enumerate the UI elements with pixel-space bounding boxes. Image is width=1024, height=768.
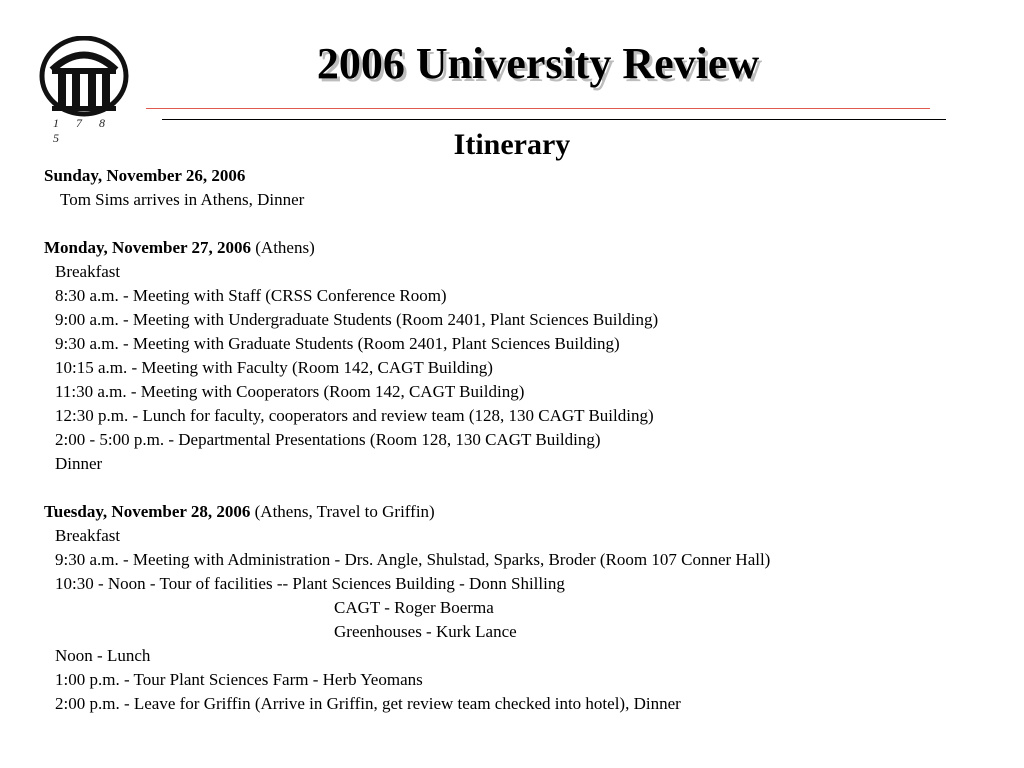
- itinerary-item: 2:00 p.m. - Leave for Griffin (Arrive in Griffin, get review team checked into hotel), Dinner: [55, 694, 681, 713]
- day-location: (Athens, Travel to Griffin): [254, 502, 435, 521]
- itinerary-content: [44, 164, 1004, 716]
- university-arch-logo: [38, 36, 134, 145]
- itinerary-subitem: CAGT - Roger Boerma: [334, 598, 494, 617]
- title-divider-black: [162, 119, 946, 120]
- itinerary-item: 10:15 a.m. - Meeting with Faculty (Room 142, CAGT Building): [55, 358, 493, 377]
- itinerary-item: 9:30 a.m. - Meeting with Administration - Drs. Angle, Shulstad, Sparks, Broder (Room 107 Conner Hall): [55, 550, 771, 569]
- itinerary-item: Breakfast: [55, 526, 121, 545]
- title-divider-red: [146, 108, 930, 109]
- day-heading-monday: Monday, November 27, 2006 (Athens): [44, 238, 315, 257]
- day-location: (Athens): [255, 238, 315, 257]
- itinerary-item: 1:00 p.m. - Tour Plant Sciences Farm - Herb Yeomans: [55, 670, 423, 689]
- logo-year: 1 7 8 5: [53, 116, 112, 145]
- itinerary-item: Breakfast: [55, 262, 121, 281]
- itinerary-item: Tom Sims arrives in Athens, Dinner: [60, 190, 305, 209]
- itinerary-item: 9:00 a.m. - Meeting with Undergraduate Students (Room 2401, Plant Sciences Building): [55, 310, 659, 329]
- itinerary-item: 10:30 - Noon - Tour of facilities -- Plant Sciences Building - Donn Shilling: [55, 574, 565, 593]
- itinerary-heading: Itinerary: [453, 128, 571, 161]
- day-heading-tuesday: Tuesday, November 28, 2006 (Athens, Travel to Griffin): [44, 502, 435, 521]
- page-title: 2006 University Review: [316, 39, 760, 88]
- day-heading-sunday: Sunday, November 26, 2006: [44, 166, 246, 185]
- itinerary-item: Dinner: [55, 454, 103, 473]
- arch-icon: [38, 36, 134, 120]
- itinerary-item: 11:30 a.m. - Meeting with Cooperators (Room 142, CAGT Building): [55, 382, 525, 401]
- itinerary-item: 2:00 - 5:00 p.m. - Departmental Presentations (Room 128, 130 CAGT Building): [55, 430, 601, 449]
- itinerary-item: 9:30 a.m. - Meeting with Graduate Students (Room 2401, Plant Sciences Building): [55, 334, 620, 353]
- itinerary-item: 12:30 p.m. - Lunch for faculty, cooperators and review team (128, 130 CAGT Building): [55, 406, 654, 425]
- itinerary-item: Noon - Lunch: [55, 646, 151, 665]
- itinerary-subitem: Greenhouses - Kurk Lance: [334, 622, 517, 641]
- itinerary-item: 8:30 a.m. - Meeting with Staff (CRSS Conference Room): [55, 286, 447, 305]
